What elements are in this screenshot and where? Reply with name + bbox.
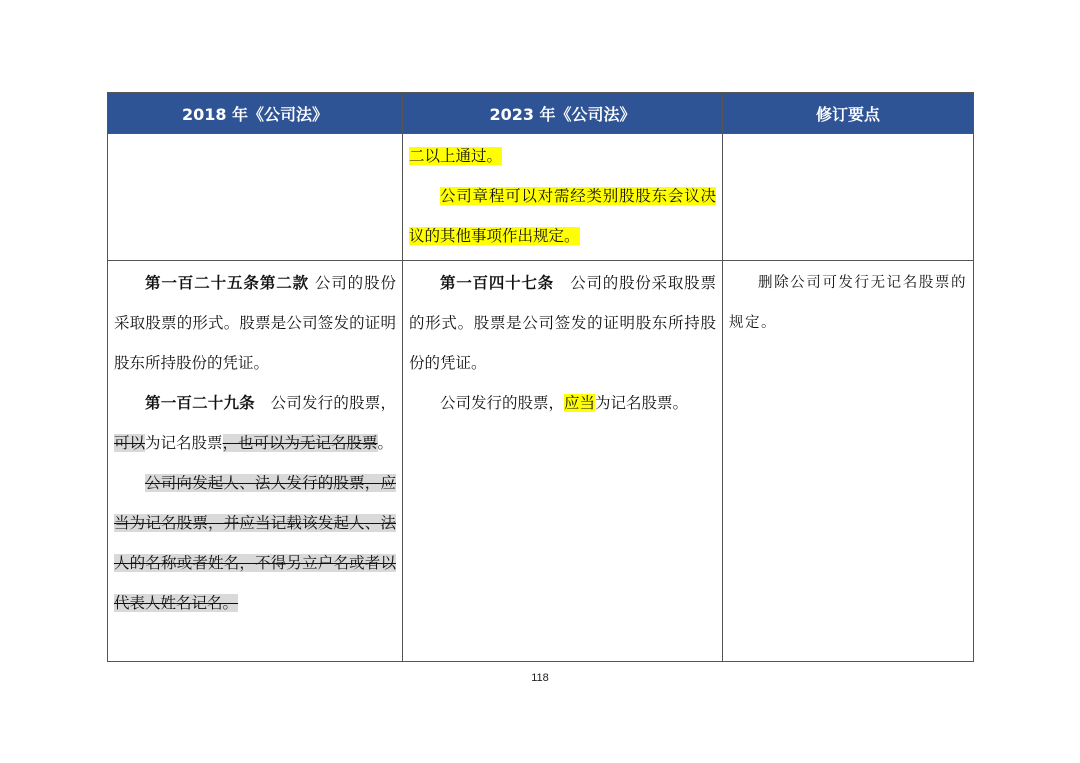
article-129-para-2 [114,463,396,623]
row1-2023-para-2 [409,176,716,256]
table-row [108,134,974,261]
page-number: 118 [531,672,549,684]
row1-2023-para-1 [409,136,716,176]
article-text: 公司发行的股票， [440,394,565,412]
article-147-para-2 [409,383,716,423]
highlight-text: 公司章程可以对需经类别股股东会议决议的其他事项作出规定。 [409,187,716,245]
comparison-table [107,92,974,662]
article-text: 公司的股份采取股票的形式。股票是公司签发的证明股东所持股份的凭证。 [114,274,396,372]
revision-note: 删除公司可发行无记名股票的规定。 [729,275,967,331]
article-title: 第一百四十七条 [440,273,554,292]
article-title: 第一百二十五条第二款 [145,273,310,292]
article-text: 公司的股份采取股票的形式。股票是公司签发的证明股东所持股份的凭证。 [409,274,716,372]
header-2018: 2018 年《公司法》 [108,93,403,134]
highlight-text: 二以上通过。 [409,147,503,165]
article-129-para [114,383,396,463]
article-147-para [409,263,716,383]
article-text: 为记名股票 [145,434,223,452]
article-125-para [114,263,396,383]
deleted-text: 公司向发起人、法人发行的股票，应当为记名股票，并应当记载该发起人、法人的名称或者姓名，不得另立户名或者以代表人姓名记名。 [114,474,396,612]
row1-col-2023 [403,134,723,261]
row1-col-notes [723,134,974,261]
header-revision-points: 修订要点 [723,93,974,134]
row2-col-2023 [403,261,723,662]
highlight-text: 应当 [564,394,596,412]
table-row [108,261,974,662]
table-header-row [108,93,974,134]
article-text: 公司发行的股票， [270,394,396,412]
article-text: 。 [377,434,394,452]
deleted-text: 可以 [114,434,146,452]
deleted-text: ，也可以为无记名股票 [222,434,378,452]
row2-col-notes [723,261,974,662]
header-2023: 2023 年《公司法》 [403,93,723,134]
article-text: 为记名股票。 [595,394,689,412]
row1-col-2018 [108,134,403,261]
row2-col-2018 [108,261,403,662]
article-title: 第一百二十九条 [145,393,255,412]
